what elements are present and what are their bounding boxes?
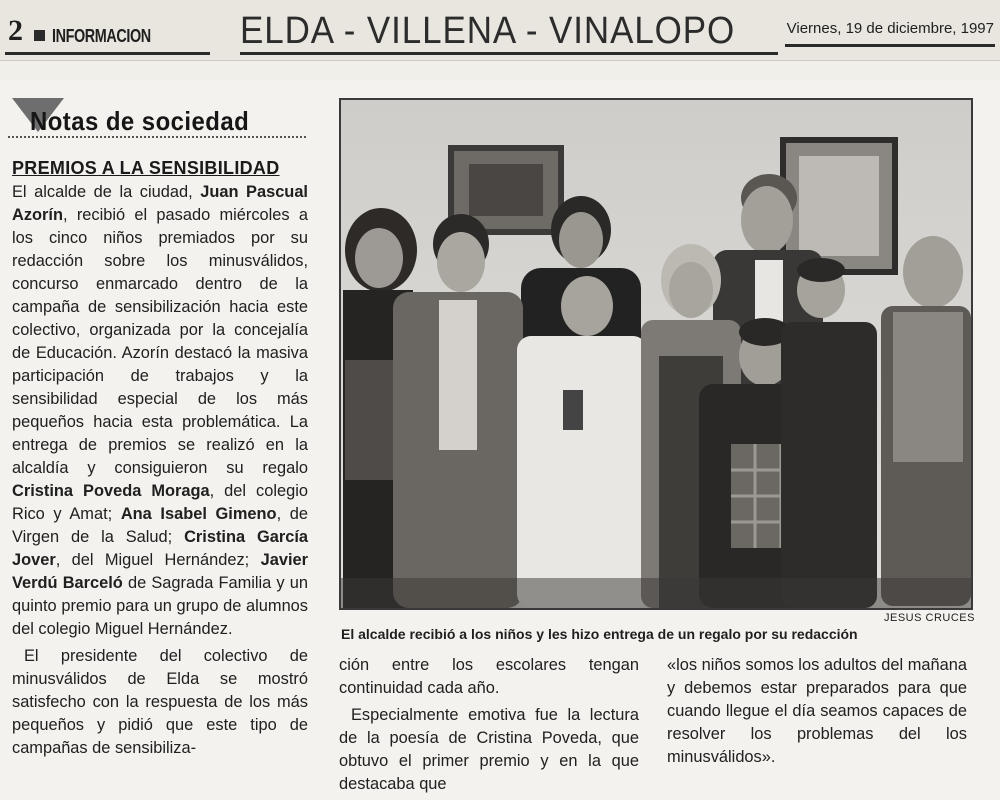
article-paragraph: El presidente del colectivo de minusválidos de Elda se mostró satisfecho con la respuesta de los más pequeños y pidió que este tipo de campañas de sensibiliza- [12, 647, 308, 757]
section-label: INFORMACION [52, 26, 151, 46]
photo-credit: JESUS CRUCES [884, 612, 975, 624]
paragraph-text: , de Virgen de la Salud; [12, 505, 308, 546]
group-photo-image [341, 100, 971, 608]
paragraph-text: , recibió el pasado miércoles a los cinco niños premiados por su redacción sobre los minusválidos, concurso enmarcado dentro de la campaña de sensibilización hacia este colectivo, organizada por la concejalía de Educación. Azorín destacó la masiva participación de trabajos y la sensibilidad especial de los más pequeños hacia esta problemática. La entrega de premios se realizó en la alcaldía y consiguieron su regalo [12, 206, 308, 477]
winner-name: Cristina Poveda Moraga [12, 482, 210, 500]
article-column-left [12, 158, 308, 760]
paragraph-text: de Sagrada Familia y un quinto premio para un grupo de alumnos del colegio Miguel Hernández. [12, 574, 309, 638]
header-rule [5, 52, 210, 55]
dotted-divider [8, 136, 306, 138]
header-rule [785, 44, 995, 47]
section-title: Notas de sociedad [30, 106, 250, 136]
page-header [0, 0, 1000, 61]
paragraph-text: , del Miguel Hernández; [55, 551, 261, 569]
paragraph-text: El alcalde de la ciudad, [12, 183, 201, 201]
article-paragraph: «los niños somos los adultos del mañana y debemos estar preparados para que cuando llegue el día seamos capaces de resolver los problemas del los minusválidos». [667, 656, 967, 766]
paragraph-text: , del colegio Rico y Amat; [12, 482, 308, 523]
page-number: 2 [8, 14, 23, 47]
section-marker-icon [34, 30, 45, 41]
header-rule [240, 52, 778, 55]
winner-name: Ana Isabel Gimeno [120, 505, 277, 523]
article-paragraph: ción entre los escolares tengan continuidad cada año. [339, 656, 639, 697]
winner-name: Cristina García Jover [12, 528, 308, 569]
article-column-middle [339, 654, 639, 796]
article-photo [339, 98, 973, 610]
masthead-title: ELDA - VILLENA - VINALOPO [240, 10, 736, 52]
article-paragraph [12, 181, 308, 641]
article-column-right [667, 654, 967, 769]
article-paragraph: Especialmente emotiva fue la lectura de la poesía de Cristina Poveda, que obtuvo el primer premio y en la que destacaba que [339, 706, 639, 793]
issue-date: Viernes, 19 de diciembre, 1997 [786, 20, 994, 37]
winner-name: Javier Verdú Barceló [12, 551, 308, 592]
photo-caption: El alcalde recibió a los niños y les hizo entrega de un regalo por su redacción [341, 626, 858, 642]
article-headline: PREMIOS A LA SENSIBILIDAD [12, 158, 280, 178]
winner-name: Juan Pascual Azorín [12, 183, 308, 224]
